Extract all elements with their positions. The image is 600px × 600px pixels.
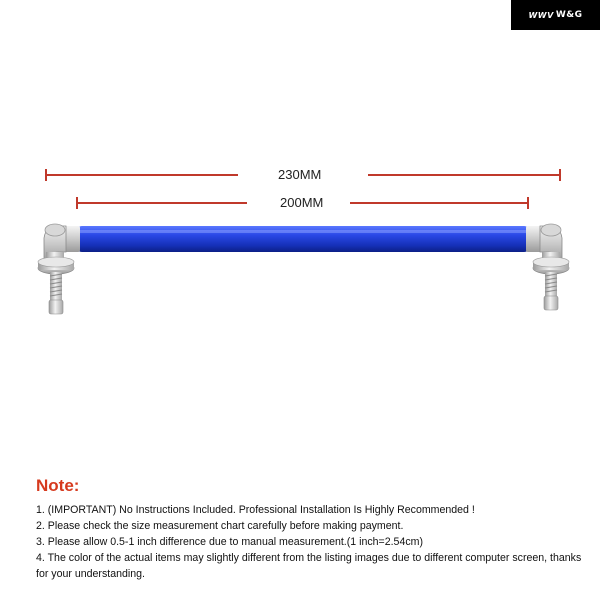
note-item: 2. Please check the size measurement chart carefully before making payment.	[36, 520, 404, 532]
note-title: Note:	[36, 476, 80, 495]
note-item: 4. The color of the actual items may slightly different from the listing images due to different computer screen, thanks for your understanding.	[36, 552, 582, 580]
note-item: 3. Please allow 0.5-1 inch difference due to manual measurement.(1 inch=2.54cm)	[36, 536, 423, 548]
note-list	[36, 502, 596, 582]
right-bolt	[544, 272, 558, 310]
note-item: 1. (IMPORTANT) No Instructions Included. Professional Installation Is Highly Recommended !	[36, 504, 475, 516]
dimension-label-230: 230MM	[278, 167, 322, 182]
blue-rod	[76, 226, 530, 252]
left-end-fitting	[38, 224, 80, 274]
right-end-fitting	[526, 224, 569, 274]
brand-mark: WWV	[528, 10, 554, 20]
brand-name: W&G	[555, 10, 583, 20]
left-bolt	[49, 272, 63, 314]
dimension-label-200: 200MM	[280, 195, 324, 210]
